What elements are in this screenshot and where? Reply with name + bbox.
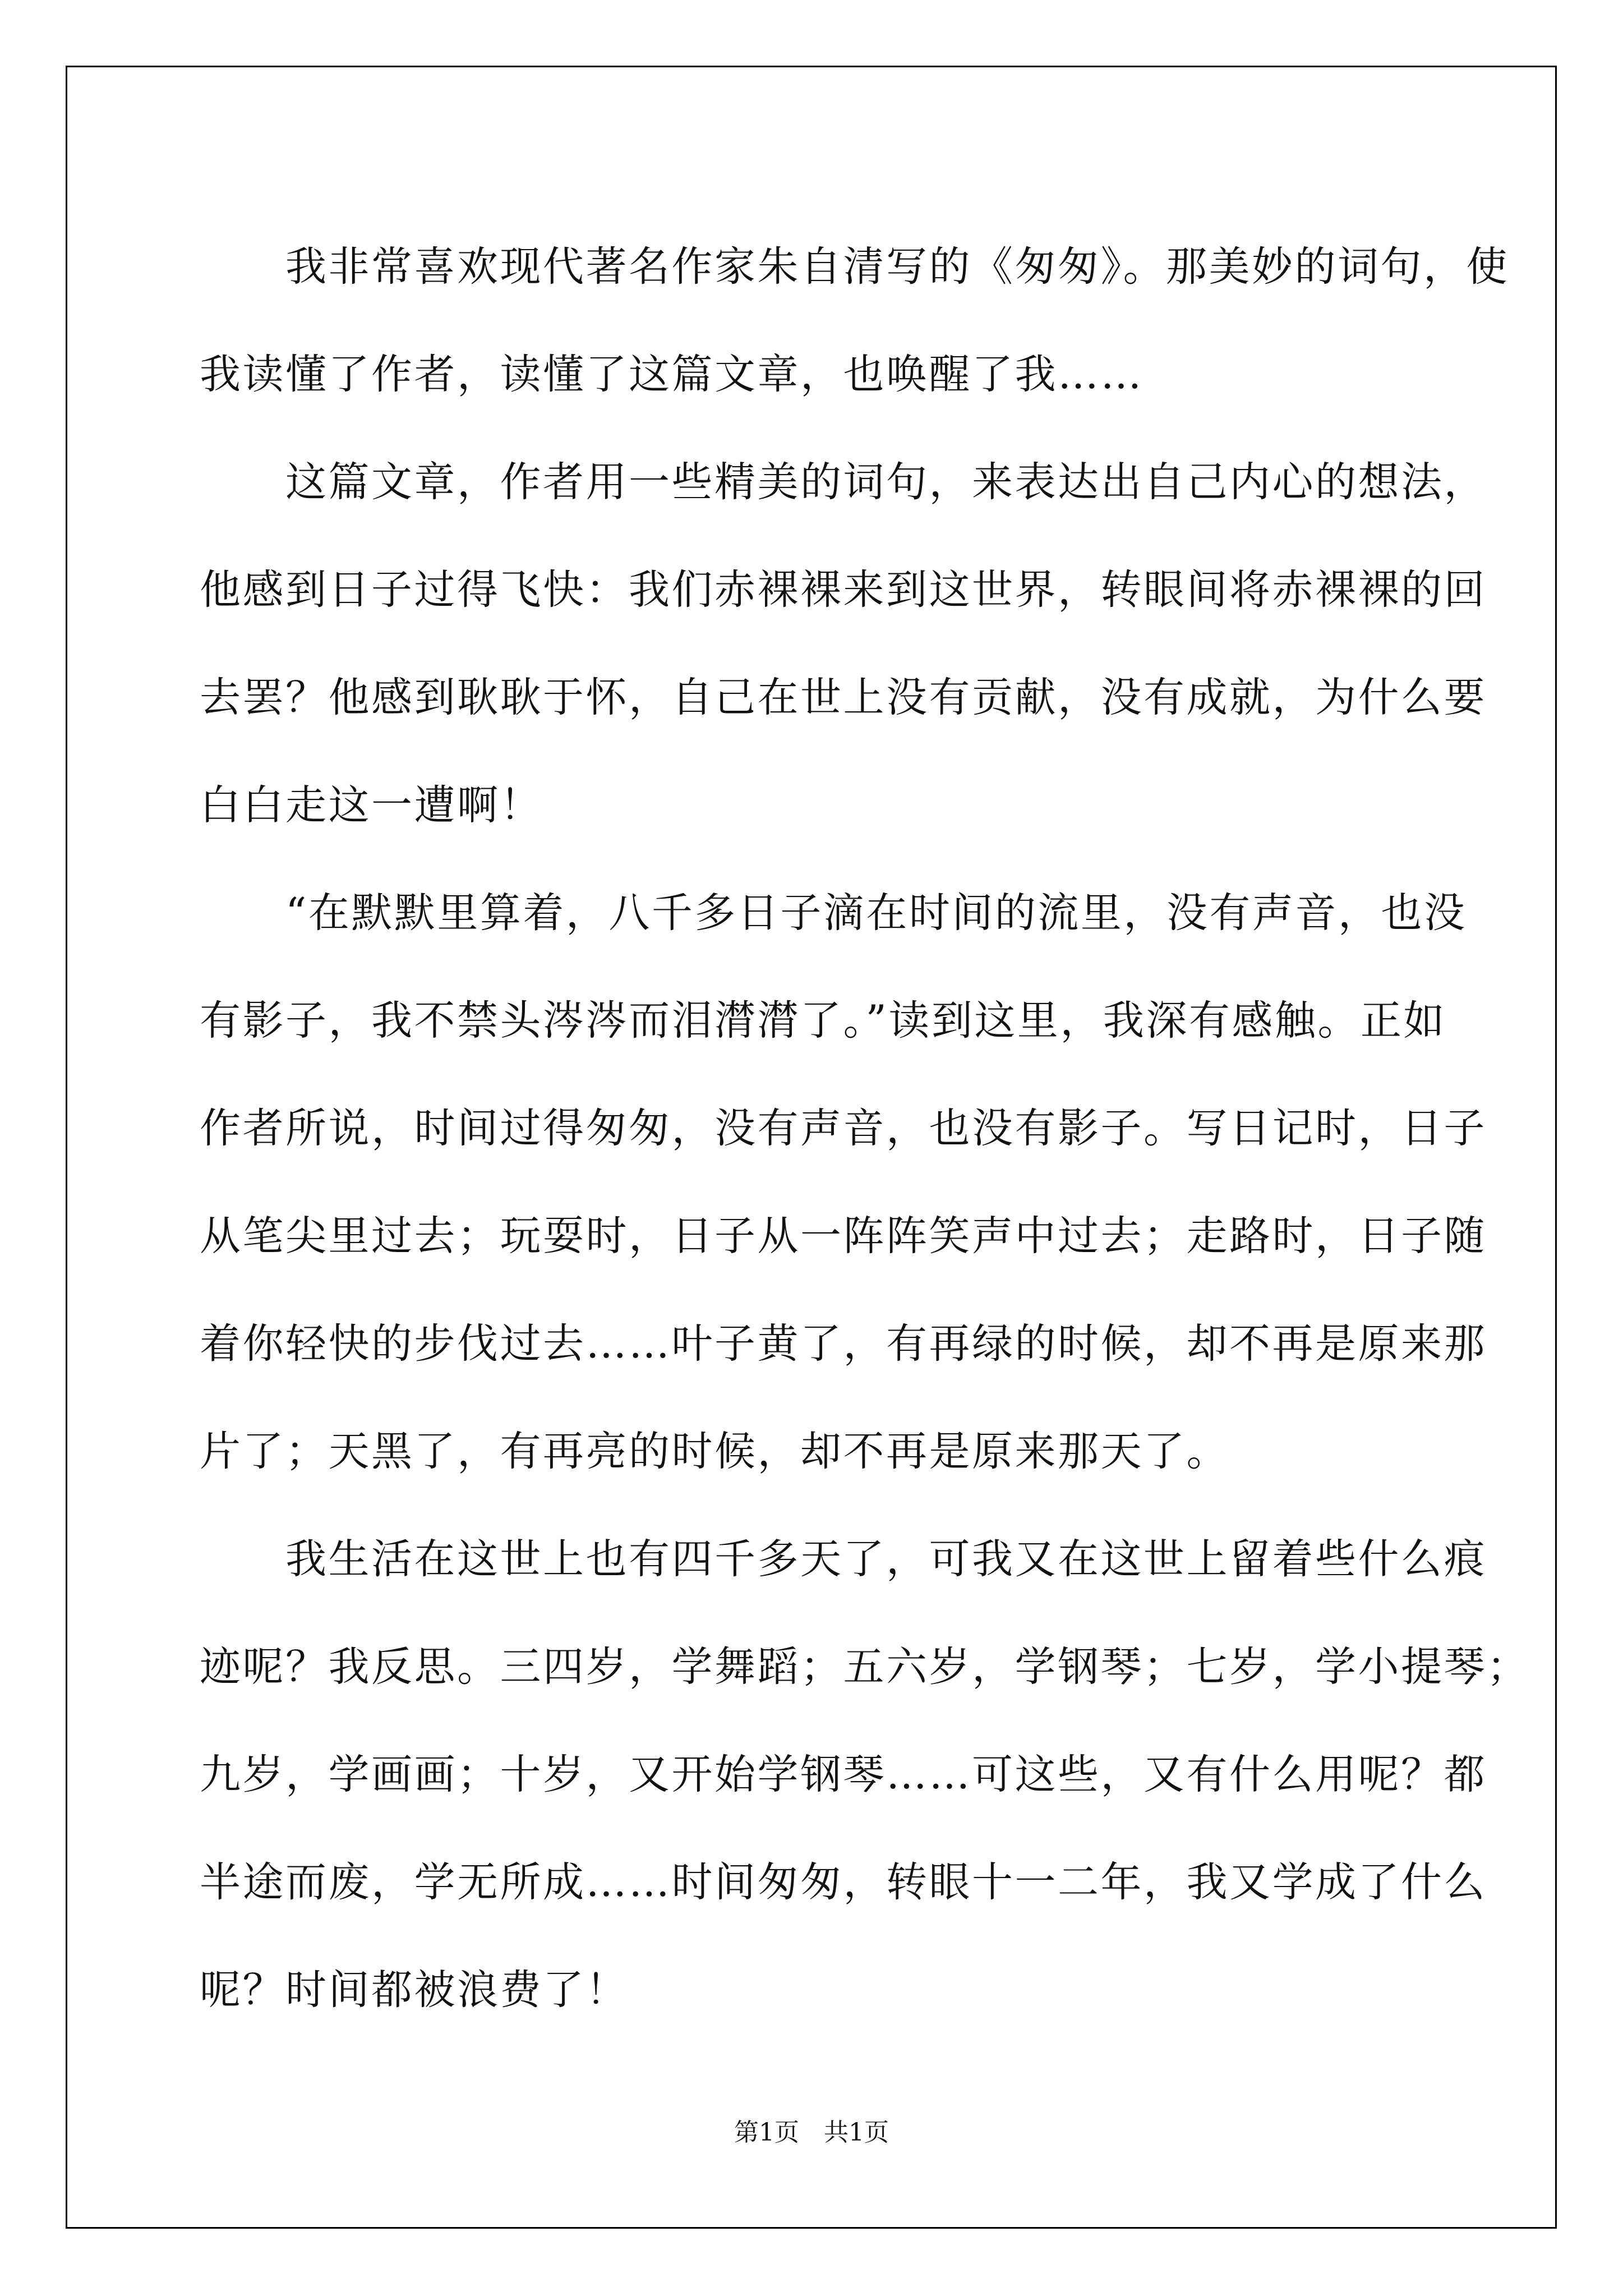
text-line-14: 迹呢？我反思。三四岁，学舞蹈；五六岁，学钢琴；七岁，学小提琴； xyxy=(200,1643,1530,1691)
text-line-2: 我读懂了作者，读懂了这篇文章，也唤醒了我…… xyxy=(200,351,1144,398)
page-footer: 第1页 共1页 xyxy=(734,2118,889,2147)
text-line-9: 作者所说，时间过得匆匆，没有声音，也没有影子。写日记时，日子 xyxy=(200,1105,1487,1152)
text-line-13: 我生活在这世上也有四千多天了，可我又在这世上留着些什么痕 xyxy=(200,1535,1487,1583)
text-line-6: 白白走这一遭啊！ xyxy=(200,781,543,829)
text-line-16: 半途而废，学无所成……时间匆匆，转眼十一二年，我又学成了什么 xyxy=(200,1858,1487,1906)
text-line-11: 着你轻快的步伐过去……叶子黄了，有再绿的时候，却不再是原来那 xyxy=(200,1320,1487,1368)
text-line-4: 他感到日子过得飞快：我们赤裸裸来到这世界，转眼间将赤裸裸的回 xyxy=(200,566,1487,614)
text-line-8: 有影子，我不禁头涔涔而泪潸潸了。”读到这里，我深有感触。正如 xyxy=(200,997,1446,1045)
text-line-3: 这篇文章，作者用一些精美的词句，来表达出自己内心的想法， xyxy=(200,458,1487,506)
text-line-17: 呢？时间都被浪费了！ xyxy=(200,1966,629,2014)
text-line-10: 从笔尖里过去；玩耍时，日子从一阵阵笑声中过去；走路时，日子随 xyxy=(200,1212,1487,1260)
text-line-7: “在默默里算着，八千多日子滴在时间的流里，没有声音，也没 xyxy=(200,889,1467,937)
document-body xyxy=(200,213,1530,2044)
text-line-5: 去罢？他感到耿耿于怀，自己在世上没有贡献，没有成就，为什么要 xyxy=(200,674,1487,721)
text-line-12: 片了；天黑了，有再亮的时候，却不再是原来那天了。 xyxy=(200,1428,1229,1475)
text-line-1: 我非常喜欢现代著名作家朱自清写的《匆匆》。那美妙的词句，使 xyxy=(200,243,1509,291)
text-line-15: 九岁，学画画；十岁，又开始学钢琴……可这些，又有什么用呢？都 xyxy=(200,1751,1487,1798)
